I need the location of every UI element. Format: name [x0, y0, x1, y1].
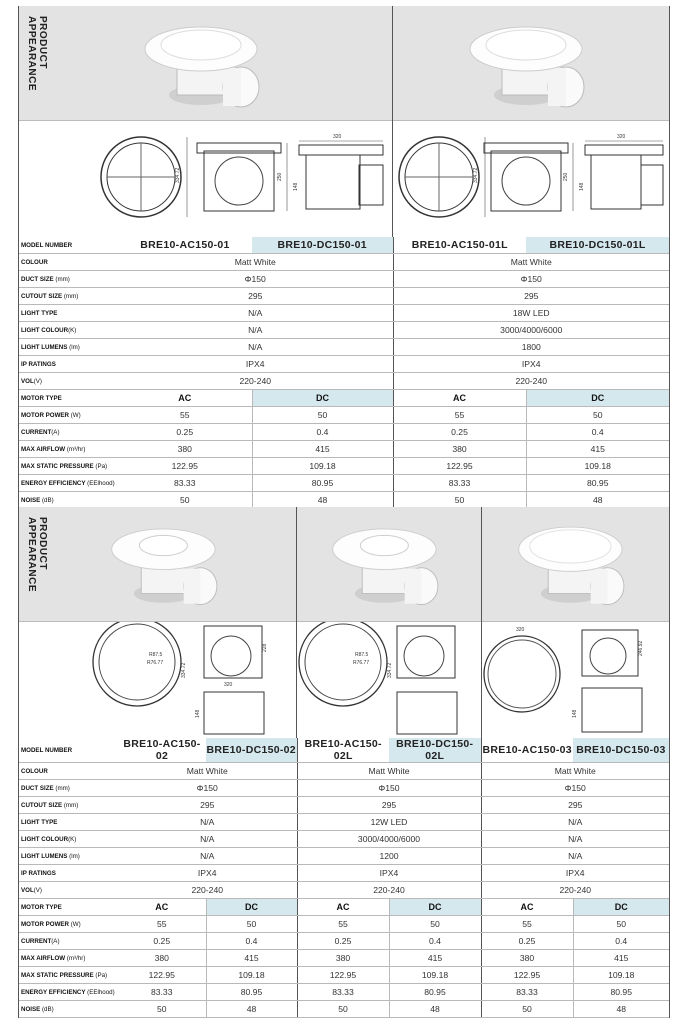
dim-r875-b: R87.5 — [355, 652, 369, 658]
cell-value: 295 — [118, 797, 297, 814]
cell-value: N/A — [481, 848, 669, 865]
drawing-03 — [482, 621, 669, 738]
row-unit: (W) — [70, 411, 81, 419]
row-unit: (V) — [33, 377, 42, 385]
row-label: LIGHT TYPE — [19, 305, 118, 322]
table-row — [19, 950, 669, 967]
cell-value: Matt White — [297, 763, 481, 780]
cell-value: 80.95 — [573, 984, 669, 1001]
drawing-02L — [297, 621, 480, 738]
model-number: BRE10-AC150-02L — [297, 738, 389, 763]
cell-value: N/A — [481, 814, 669, 831]
cell-value: 83.33 — [393, 475, 526, 492]
table-row — [19, 738, 669, 763]
cell-value: 55 — [297, 916, 389, 933]
cell-value: 1200 — [297, 848, 481, 865]
cell-value: 55 — [481, 916, 573, 933]
cell-value: 55 — [393, 407, 526, 424]
cell-value: 50 — [393, 492, 526, 509]
row-unit: (lm) — [69, 343, 80, 351]
cell-value: 380 — [481, 950, 573, 967]
cell-value: 220-240 — [481, 882, 669, 899]
table-row — [19, 882, 669, 899]
top-appearance-row — [19, 6, 669, 237]
fan-light-photo-icon — [329, 514, 449, 614]
model-number: BRE10-AC150-02 — [118, 738, 206, 763]
dim-r875-a: R87.5 — [149, 652, 163, 658]
cell-value: Φ150 — [481, 780, 669, 797]
cell-value: 122.95 — [481, 967, 573, 984]
cell-value: 415 — [206, 950, 297, 967]
cell-value: 122.95 — [297, 967, 389, 984]
bottom-appearance-row — [19, 507, 669, 738]
cell-value: 0.4 — [389, 933, 481, 950]
dim-33472-b: 334.72 — [473, 167, 480, 183]
dim-228-a: 228 — [262, 643, 268, 652]
row-label: DUCT SIZE — [21, 275, 54, 283]
table-row — [19, 237, 669, 254]
row-unit: (V) — [33, 886, 42, 894]
cell-value: 220-240 — [118, 373, 393, 390]
dim-33472-a: 334.72 — [175, 167, 181, 183]
dim-33472-c: 334.72 — [181, 662, 187, 678]
row-unit: (EElhood) — [87, 988, 115, 996]
row-label: ENERGY EFFICIENCY — [21, 479, 86, 487]
row-unit: (mm) — [63, 292, 79, 300]
cell-value: 80.95 — [252, 475, 393, 492]
cell-value: N/A — [118, 339, 393, 356]
technical-drawing-01 — [19, 121, 393, 237]
cell-value: Matt White — [118, 254, 393, 271]
row-label: LIGHT COLOUR — [21, 326, 69, 334]
row-unit: (K) — [68, 835, 77, 843]
row-label: MOTOR POWER — [21, 920, 70, 928]
row-label: IP RATINGS — [19, 356, 118, 373]
cell-value: IPX4 — [118, 865, 297, 882]
cell-value: 3000/4000/6000 — [393, 322, 669, 339]
cell-value: 415 — [252, 441, 393, 458]
row-label: NOISE — [21, 1005, 41, 1013]
row-label: NOISE — [21, 496, 41, 504]
cell-value: 220-240 — [118, 882, 297, 899]
cell-value: Φ150 — [118, 271, 393, 288]
product-cell-02 — [19, 507, 297, 738]
technical-drawing-02 — [19, 622, 297, 738]
row-label: DUCT SIZE — [21, 784, 54, 792]
model-number: BRE10-DC150-01 — [252, 237, 393, 254]
row-label: MAX AIRFLOW — [21, 445, 66, 453]
cell-value: 50 — [389, 916, 481, 933]
cell-value: 380 — [393, 441, 526, 458]
row-label: CUTOUT SIZE — [21, 801, 63, 809]
appearance-label: PRODUCT APPEARANCE — [26, 16, 48, 92]
model-number: BRE10-AC150-01 — [118, 237, 252, 254]
row-label: MAX STATIC PRESSURE — [21, 462, 94, 470]
row-label: VOL — [21, 377, 34, 385]
cell-value: 0.25 — [118, 424, 252, 441]
drawing-01 — [19, 120, 392, 237]
cell-value: IPX4 — [393, 356, 669, 373]
table-row — [19, 424, 669, 441]
fan-photo-icon — [108, 514, 228, 614]
cell-value: 80.95 — [526, 475, 669, 492]
product-photo-02L — [297, 507, 480, 621]
cell-value: 109.18 — [526, 458, 669, 475]
cell-value: 380 — [297, 950, 389, 967]
dim-148-d: 148 — [571, 709, 578, 718]
cell-value: 415 — [573, 950, 669, 967]
table-row — [19, 254, 669, 271]
cell-value: 0.4 — [573, 933, 669, 950]
motor-dc-label: DC — [389, 899, 481, 916]
row-label: MODEL NUMBER — [19, 738, 118, 763]
product-cell-01 — [19, 6, 393, 237]
cell-value: 50 — [206, 916, 297, 933]
cell-value: 48 — [389, 1001, 481, 1018]
cell-value: 55 — [118, 407, 252, 424]
table-row — [19, 967, 669, 984]
cell-value: 109.18 — [389, 967, 481, 984]
top-product-section — [18, 6, 670, 509]
cell-value: 415 — [389, 950, 481, 967]
row-label: MODEL NUMBER — [19, 237, 118, 254]
row-label: MAX AIRFLOW — [21, 954, 66, 962]
cell-value: 80.95 — [389, 984, 481, 1001]
cell-value: 109.18 — [573, 967, 669, 984]
technical-drawing-03 — [482, 622, 669, 738]
motor-dc-label: DC — [526, 390, 669, 407]
row-label: LIGHT TYPE — [19, 814, 118, 831]
motor-ac-label: AC — [297, 899, 389, 916]
dim-320-b: 320 — [617, 134, 626, 140]
appearance-label: PRODUCT APPEARANCE — [26, 517, 48, 593]
cell-value: 18W LED — [393, 305, 669, 322]
cell-value: 415 — [526, 441, 669, 458]
row-unit: (A) — [51, 937, 60, 945]
cell-value: 80.95 — [206, 984, 297, 1001]
row-unit: (Pa) — [95, 462, 108, 470]
table-row — [19, 288, 669, 305]
motor-ac-label: AC — [481, 899, 573, 916]
cell-value: 122.95 — [118, 967, 206, 984]
model-number: BRE10-DC150-01L — [526, 237, 669, 254]
table-row — [19, 1001, 669, 1018]
cell-value: 83.33 — [297, 984, 389, 1001]
technical-drawing-01L — [393, 121, 669, 237]
cell-value: N/A — [118, 831, 297, 848]
row-label: IP RATINGS — [19, 865, 118, 882]
row-label: MOTOR POWER — [21, 411, 70, 419]
cell-value: 295 — [118, 288, 393, 305]
motor-dc-label: DC — [206, 899, 297, 916]
cell-value: 50 — [252, 407, 393, 424]
dim-320-a: 320 — [333, 134, 342, 140]
cell-value: 220-240 — [393, 373, 669, 390]
cell-value: 83.33 — [481, 984, 573, 1001]
table-row — [19, 865, 669, 882]
product-cell-01L — [393, 6, 669, 237]
row-unit: (m³/hr) — [66, 954, 86, 962]
cell-value: 50 — [526, 407, 669, 424]
table-row — [19, 763, 669, 780]
row-unit: (lm) — [69, 852, 80, 860]
cell-value: 12W LED — [297, 814, 481, 831]
product-photo-03 — [482, 507, 669, 621]
cell-value: 295 — [481, 797, 669, 814]
fan-photo-icon — [141, 13, 271, 113]
table-row — [19, 933, 669, 950]
row-unit: (A) — [51, 428, 60, 436]
table-row — [19, 797, 669, 814]
cell-value: 0.25 — [297, 933, 389, 950]
row-unit: (mm) — [63, 801, 79, 809]
motor-ac-label: AC — [393, 390, 526, 407]
row-unit: (K) — [68, 326, 77, 334]
model-number: BRE10-DC150-03 — [573, 738, 669, 763]
dim-148-a: 148 — [293, 182, 299, 191]
table-row — [19, 848, 669, 865]
dim-250-b: 250 — [563, 172, 570, 181]
drawing-02 — [19, 621, 296, 738]
table-row — [19, 458, 669, 475]
row-unit: (m³/hr) — [66, 445, 86, 453]
cell-value: 380 — [118, 950, 206, 967]
table-row — [19, 492, 669, 509]
row-label: ENERGY EFFICIENCY — [21, 988, 86, 996]
table-row — [19, 356, 669, 373]
bottom-spec-table — [19, 738, 669, 1018]
drawing-01L — [393, 120, 669, 237]
table-row — [19, 899, 669, 916]
cell-value: 48 — [573, 1001, 669, 1018]
table-row — [19, 814, 669, 831]
product-photo-01 — [19, 6, 392, 120]
cell-value: 3000/4000/6000 — [297, 831, 481, 848]
row-unit: (W) — [70, 920, 81, 928]
row-unit: (EElhood) — [87, 479, 115, 487]
table-row — [19, 984, 669, 1001]
bottom-product-section — [18, 507, 670, 1018]
cell-value: 83.33 — [118, 475, 252, 492]
dim-24692: 246.92 — [637, 640, 644, 656]
product-photo-01L — [393, 6, 669, 120]
cell-value: 122.95 — [393, 458, 526, 475]
cell-value: 0.25 — [481, 933, 573, 950]
cell-value: 109.18 — [252, 458, 393, 475]
row-label: MOTOR TYPE — [19, 899, 118, 916]
fan-light-photo-icon — [466, 13, 596, 113]
row-label: MAX STATIC PRESSURE — [21, 971, 94, 979]
cell-value: 50 — [481, 1001, 573, 1018]
row-unit: (mm) — [55, 784, 70, 792]
table-row — [19, 780, 669, 797]
cell-value: N/A — [118, 814, 297, 831]
fan-photo-icon — [515, 514, 635, 614]
dim-r7677-a: R76.77 — [147, 660, 164, 666]
cell-value: 48 — [206, 1001, 297, 1018]
cell-value: N/A — [481, 831, 669, 848]
cell-value: 83.33 — [118, 984, 206, 1001]
row-label: VOL — [21, 886, 34, 894]
dim-320-d: 320 — [515, 627, 524, 633]
dim-r7677-b: R76.77 — [353, 660, 370, 666]
cell-value: N/A — [118, 305, 393, 322]
dim-320-c: 320 — [224, 682, 233, 688]
row-label: LIGHT LUMENS — [21, 343, 68, 351]
cell-value: Matt White — [481, 763, 669, 780]
row-label: LIGHT LUMENS — [21, 852, 68, 860]
table-row — [19, 373, 669, 390]
model-number: BRE10-DC150-02L — [389, 738, 481, 763]
cell-value: 50 — [297, 1001, 389, 1018]
table-row — [19, 305, 669, 322]
dim-148-c: 148 — [195, 709, 201, 718]
dim-33472-d: 334.72 — [387, 662, 394, 678]
row-unit: (dB) — [42, 1005, 54, 1013]
product-cell-02L — [297, 507, 481, 738]
dim-148-b: 148 — [579, 182, 586, 191]
row-label: CURRENT — [21, 937, 52, 945]
cell-value: 50 — [118, 492, 252, 509]
technical-drawing-02L — [297, 622, 481, 738]
table-row — [19, 916, 669, 933]
product-photo-02 — [39, 507, 296, 621]
cell-value: Matt White — [393, 254, 669, 271]
cell-value: 0.25 — [393, 424, 526, 441]
cell-value: 50 — [118, 1001, 206, 1018]
row-label: LIGHT COLOUR — [21, 835, 69, 843]
cell-value: 50 — [573, 916, 669, 933]
cell-value: 295 — [393, 288, 669, 305]
cell-value: Φ150 — [393, 271, 669, 288]
model-number: BRE10-AC150-01L — [393, 237, 526, 254]
cell-value: N/A — [118, 322, 393, 339]
row-unit: (dB) — [42, 496, 54, 504]
row-label: CURRENT — [21, 428, 52, 436]
table-row — [19, 390, 669, 407]
table-row — [19, 831, 669, 848]
motor-ac-label: AC — [118, 390, 252, 407]
cell-value: 122.95 — [118, 458, 252, 475]
dim-250-a: 250 — [277, 172, 283, 181]
row-label: MOTOR TYPE — [19, 390, 118, 407]
product-cell-03 — [482, 507, 669, 738]
cell-value: Matt White — [118, 763, 297, 780]
cell-value: 55 — [118, 916, 206, 933]
cell-value: IPX4 — [297, 865, 481, 882]
row-label: COLOUR — [19, 254, 118, 271]
row-unit: (mm) — [55, 275, 70, 283]
table-row — [19, 441, 669, 458]
cell-value: 0.4 — [206, 933, 297, 950]
model-number: BRE10-DC150-02 — [206, 738, 297, 763]
table-row — [19, 271, 669, 288]
table-row — [19, 475, 669, 492]
table-row — [19, 339, 669, 356]
cell-value: 0.4 — [526, 424, 669, 441]
row-unit: (Pa) — [95, 971, 108, 979]
cell-value: N/A — [118, 848, 297, 865]
cell-value: IPX4 — [118, 356, 393, 373]
cell-value: 0.25 — [118, 933, 206, 950]
cell-value: Φ150 — [297, 780, 481, 797]
cell-value: 48 — [252, 492, 393, 509]
model-number: BRE10-AC150-03 — [481, 738, 573, 763]
cell-value: IPX4 — [481, 865, 669, 882]
row-label: CUTOUT SIZE — [21, 292, 63, 300]
cell-value: 48 — [526, 492, 669, 509]
cell-value: 1800 — [393, 339, 669, 356]
cell-value: 220-240 — [297, 882, 481, 899]
table-row — [19, 407, 669, 424]
table-row — [19, 322, 669, 339]
cell-value: 109.18 — [206, 967, 297, 984]
top-spec-table — [19, 237, 669, 509]
row-label: COLOUR — [19, 763, 118, 780]
cell-value: Φ150 — [118, 780, 297, 797]
motor-dc-label: DC — [252, 390, 393, 407]
motor-ac-label: AC — [118, 899, 206, 916]
cell-value: 295 — [297, 797, 481, 814]
motor-dc-label: DC — [573, 899, 669, 916]
cell-value: 0.4 — [252, 424, 393, 441]
cell-value: 380 — [118, 441, 252, 458]
